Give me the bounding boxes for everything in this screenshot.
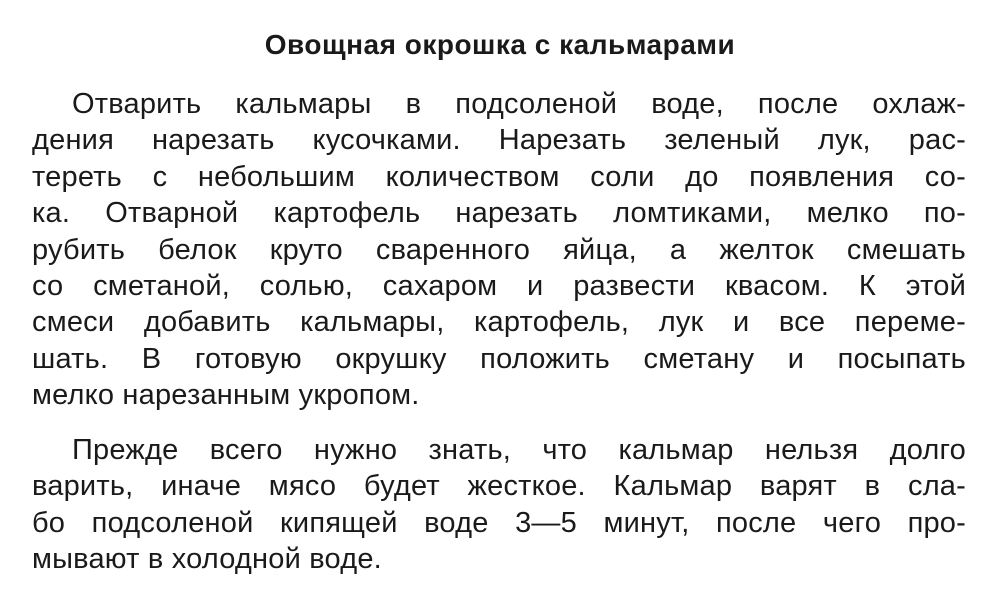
text-line: варить, иначе мясо будет жесткое. Кальмар варят в сла- xyxy=(32,470,966,503)
text-line: со сметаной, солью, сахаром и развести квасом. К этой xyxy=(32,269,966,302)
text-line: рубить белок круто сваренного яйца, а желток смешать xyxy=(32,233,966,266)
text-line: мывают в холодной воде. xyxy=(32,543,382,576)
text-line: Отварить кальмары в подсоленой воде, после охлаж- xyxy=(72,88,966,120)
text-line: смеси добавить кальмары, картофель, лук и все переме- xyxy=(32,306,966,339)
text-line: мелко нарезанным укропом. xyxy=(32,379,420,412)
recipe-paragraph-2 xyxy=(32,432,966,578)
text-line: тереть с небольшим количеством соли до появления со- xyxy=(32,160,966,193)
text-line: шать. В готовую окрушку положить сметану и посыпать xyxy=(32,342,966,375)
text-line: дения нарезать кусочками. Нарезать зеленый лук, рас- xyxy=(32,124,966,157)
text-line: ка. Отварной картофель нарезать ломтиками, мелко по- xyxy=(32,197,966,230)
recipe-paragraph-1 xyxy=(32,86,966,414)
recipe-title: Овощная окрошка с кальмарами xyxy=(264,29,736,60)
text-line: бо подсоленой кипящей воде 3—5 минут, после чего про- xyxy=(32,506,966,539)
text-line: Прежде всего нужно знать, что кальмар нельзя долго xyxy=(72,434,966,466)
